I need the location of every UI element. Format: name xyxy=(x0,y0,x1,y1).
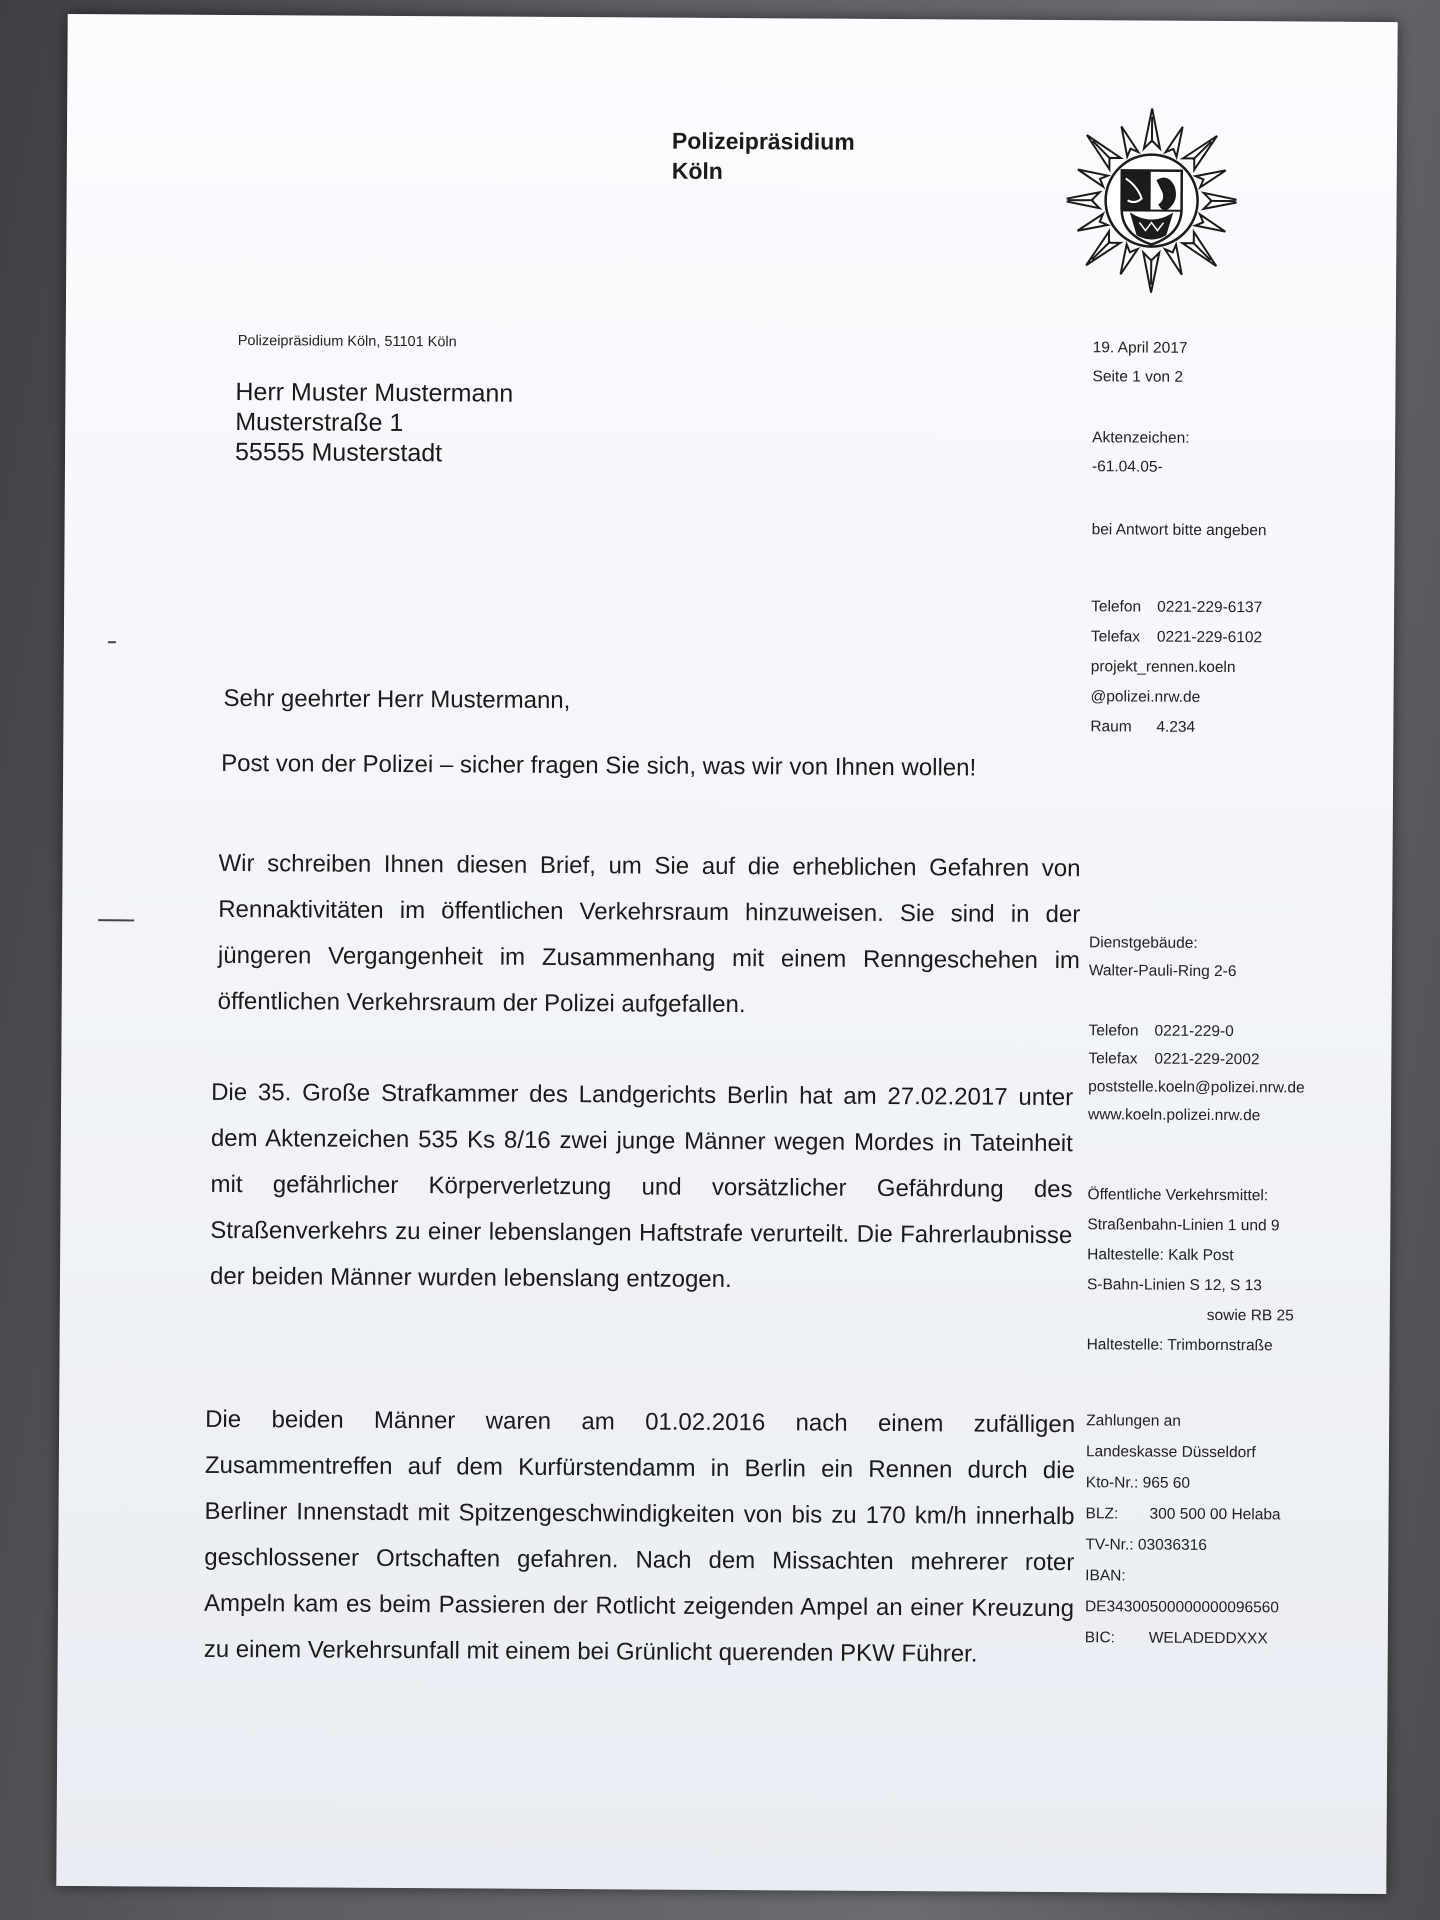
payment-blz-value: 300 500 00 Helaba xyxy=(1149,1505,1281,1524)
contact-fax-row xyxy=(1091,624,1262,650)
building-label: Dienstgebäude: xyxy=(1089,934,1198,952)
payment-tv: TV-Nr.: 03036316 xyxy=(1085,1536,1207,1554)
payment-iban-label: IBAN: xyxy=(1085,1567,1126,1585)
recipient-street: Musterstraße 1 xyxy=(235,407,404,438)
contact-room-value: 4.234 xyxy=(1156,718,1196,736)
letterhead-title xyxy=(672,126,855,187)
contact-phone-value: 0221-229-6137 xyxy=(1157,598,1263,617)
fold-mark-lower xyxy=(98,919,134,921)
letter-page xyxy=(56,14,1397,1894)
building-email-link[interactable]: poststelle.koeln@polizei.nrw.de xyxy=(1088,1078,1305,1097)
payment-bic-label: BIC: xyxy=(1084,1629,1116,1647)
contact-email-line2: @polizei.nrw.de xyxy=(1090,688,1201,706)
transit-block xyxy=(1087,1182,1295,1358)
recipient-address xyxy=(235,377,513,469)
contact-room-label: Raum xyxy=(1090,718,1132,736)
building-phone-value: 0221-229-0 xyxy=(1154,1022,1234,1041)
letter-intro: Post von der Polizei – sicher fragen Sie sich, was wir von Ihnen wollen! xyxy=(221,749,977,782)
letterhead-org-line1: Polizeipräsidium xyxy=(671,127,855,155)
reference-note: bei Antwort bitte angeben xyxy=(1091,521,1267,540)
transit-tram: Straßenbahn-Linien 1 und 9 xyxy=(1087,1216,1280,1235)
payment-blz-row xyxy=(1086,1501,1281,1527)
contact-fax-value: 0221-229-6102 xyxy=(1156,628,1263,647)
contact-email-line1: projekt_rennen.koeln xyxy=(1090,658,1236,677)
transit-sbahn: S-Bahn-Linien S 12, S 13 xyxy=(1086,1276,1262,1295)
contact-phone-row xyxy=(1091,594,1262,620)
building-fax-label: Telefax xyxy=(1088,1050,1138,1068)
building-block xyxy=(1088,930,1306,1128)
transit-label: Öffentliche Verkehrsmittel: xyxy=(1087,1186,1269,1205)
contact-fax-label: Telefax xyxy=(1090,628,1141,646)
fold-mark-upper xyxy=(108,641,116,643)
reference-label: Aktenzeichen: xyxy=(1092,429,1190,447)
letter-date: 19. April 2017 xyxy=(1092,339,1188,357)
sender-return-address: Polizeipräsidium Köln, 51101 Köln xyxy=(237,332,457,351)
letter-paragraph-3: Die beiden Männer waren am 01.02.2016 nach einem zufälligen Zusammentreffen auf dem Kurfürstendamm in Berlin ein Rennen durch die Berliner Innenstadt mit Spitzengeschwindigkeiten von bis zu 170 km/h innerhalb geschlossener Ortschaften gefahren. Nach dem Missachten mehrerer roter Ampeln kam es beim Passieren der Rotlicht zeigenden Ampel an einer Kreuzung zu einem Verkehrsunfall mit einem bei Grünlicht querenden PKW Führer. xyxy=(203,1405,1076,1668)
reference-value: -61.04.05- xyxy=(1091,458,1163,476)
building-phone-row xyxy=(1088,1018,1305,1044)
contact-room-row xyxy=(1090,714,1261,740)
letterhead-org-line2: Köln xyxy=(671,157,723,184)
letter-paragraph-2: Die 35. Große Strafkammer des Landgerichts Berlin hat am 27.02.2017 unter dem Aktenzeichen 535 Ks 8/16 zwei junge Männer wegen Mordes in Tateinheit mit gefährlicher Körperverletzung und vorsätzlicher Gefährdung des Straßenverkehrs zu einer lebenslangen Haftstrafe verurteilt. Die Fahrerlaubnisse der beiden Männer wurden lebenslang entzogen. xyxy=(209,1078,1074,1294)
payment-iban-value: DE34300500000000096560 xyxy=(1084,1598,1280,1617)
recipient-city: 55555 Musterstadt xyxy=(234,437,443,468)
building-address: Walter-Pauli-Ring 2-6 xyxy=(1088,962,1237,981)
payment-label: Zahlungen an xyxy=(1086,1412,1182,1430)
building-website-link[interactable]: www.koeln.polizei.nrw.de xyxy=(1087,1106,1261,1125)
payment-blz-label: BLZ: xyxy=(1085,1505,1119,1523)
contact-phone-label: Telefon xyxy=(1091,598,1142,616)
payment-bic-row xyxy=(1085,1625,1280,1651)
building-fax-row xyxy=(1088,1046,1305,1072)
contact-block xyxy=(1090,594,1262,740)
page-number: Seite 1 von 2 xyxy=(1092,368,1184,386)
recipient-name: Herr Muster Mustermann xyxy=(235,377,514,408)
payment-block xyxy=(1085,1408,1281,1651)
letter-paragraph-1: Wir schreiben Ihnen diesen Brief, um Sie auf die erheblichen Gefahren von Rennaktivitäten im öffentlichen Verkehrsraum hinzuweisen. Sie sind in der jüngeren Vergangenheit im Zusammenhang mit einem Renngeschehen im öffentlichen Verkehrsraum der Polizei aufgefallen. xyxy=(217,849,1081,1019)
payment-bic-value: WELADEDDXXX xyxy=(1148,1629,1268,1648)
transit-stop-trimborn: Haltestelle: Trimbornstraße xyxy=(1086,1336,1273,1355)
payment-payee: Landeskasse Düsseldorf xyxy=(1085,1443,1256,1462)
police-star-crest-icon xyxy=(1066,102,1237,313)
letter-salutation: Sehr geehrter Herr Mustermann, xyxy=(223,684,571,715)
building-phone-label: Telefon xyxy=(1088,1022,1139,1040)
letter-meta xyxy=(1092,335,1268,543)
transit-stop-kalk: Haltestelle: Kalk Post xyxy=(1087,1246,1234,1265)
building-fax-value: 0221-229-2002 xyxy=(1154,1050,1260,1069)
payment-account: Kto-Nr.: 965 60 xyxy=(1085,1474,1191,1492)
transit-rb: sowie RB 25 xyxy=(1206,1306,1294,1325)
